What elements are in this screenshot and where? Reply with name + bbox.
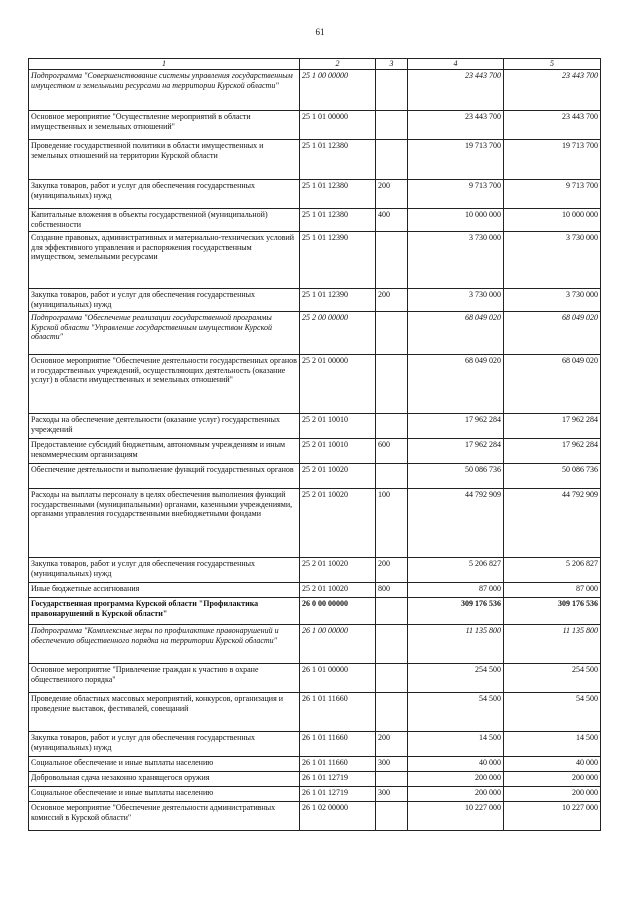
amount-year-1: 3 730 000 [408,232,504,289]
target-code: 26 1 00 00000 [300,625,376,664]
target-code: 25 2 01 10020 [300,489,376,558]
amount-year-1: 10 227 000 [408,802,504,831]
amount-year-2: 3 730 000 [504,289,601,312]
amount-year-1: 5 206 827 [408,558,504,583]
row-name: Закупка товаров, работ и услуг для обеспечения государственных (муниципальных) нужд [29,732,300,757]
expense-type [376,625,408,664]
target-code: 25 2 01 10020 [300,583,376,598]
amount-year-2: 40 000 [504,757,601,772]
row-name: Иные бюджетные ассигнования [29,583,300,598]
budget-table [28,58,601,831]
amount-year-2: 17 962 284 [504,439,601,464]
amount-year-2: 44 792 909 [504,489,601,558]
expense-type [376,802,408,831]
expense-type: 600 [376,439,408,464]
expense-type: 800 [376,583,408,598]
expense-type [376,111,408,140]
amount-year-1: 87 000 [408,583,504,598]
target-code: 25 1 01 12380 [300,180,376,209]
amount-year-1: 17 962 284 [408,414,504,439]
column-number: 5 [504,59,601,70]
amount-year-2: 54 500 [504,693,601,732]
amount-year-2: 87 000 [504,583,601,598]
expense-type: 200 [376,289,408,312]
row-name: Государственная программа Курской области "Профилактика правонарушений в Курской области" [29,598,300,625]
amount-year-1: 44 792 909 [408,489,504,558]
table-row [29,732,601,757]
table-row [29,180,601,209]
expense-type: 300 [376,787,408,802]
target-code: 25 1 01 12390 [300,289,376,312]
amount-year-1: 14 500 [408,732,504,757]
amount-year-2: 68 049 020 [504,312,601,355]
target-code: 26 1 01 00000 [300,664,376,693]
amount-year-2: 200 000 [504,787,601,802]
page-number: 61 [315,27,325,37]
target-code: 25 2 01 10020 [300,558,376,583]
amount-year-2: 9 713 700 [504,180,601,209]
table-row [29,664,601,693]
row-name: Подпрограмма "Комплексные меры по профилактике правонарушений и обеспечению общественного порядка на территории Курской области" [29,625,300,664]
amount-year-1: 254 500 [408,664,504,693]
amount-year-2: 309 176 536 [504,598,601,625]
budget-table-body [29,59,601,831]
table-row [29,111,601,140]
amount-year-1: 50 086 736 [408,464,504,489]
target-code: 26 1 02 00000 [300,802,376,831]
target-code: 25 2 00 00000 [300,312,376,355]
expense-type [376,70,408,111]
expense-type [376,232,408,289]
table-row [29,140,601,180]
expense-type [376,598,408,625]
table-row [29,289,601,312]
expense-type [376,312,408,355]
table-row [29,772,601,787]
amount-year-2: 23 443 700 [504,111,601,140]
amount-year-1: 19 713 700 [408,140,504,180]
target-code: 25 1 01 12380 [300,140,376,180]
amount-year-2: 19 713 700 [504,140,601,180]
target-code: 26 1 01 12719 [300,787,376,802]
row-name: Обеспечение деятельности и выполнение функций государственных органов [29,464,300,489]
amount-year-1: 200 000 [408,787,504,802]
row-name: Основное мероприятие "Привлечение граждан к участию в охране общественного порядка" [29,664,300,693]
amount-year-2: 68 049 020 [504,355,601,414]
row-name: Капитальные вложения в объекты государственной (муниципальной) собственности [29,209,300,232]
program-row [29,598,601,625]
column-number-row [29,59,601,70]
amount-year-1: 309 176 536 [408,598,504,625]
table-row [29,439,601,464]
table-row [29,558,601,583]
target-code: 25 1 01 00000 [300,111,376,140]
target-code: 25 2 01 10020 [300,464,376,489]
expense-type [376,664,408,693]
amount-year-2: 50 086 736 [504,464,601,489]
amount-year-2: 17 962 284 [504,414,601,439]
expense-type: 300 [376,757,408,772]
column-number: 4 [408,59,504,70]
target-code: 25 2 01 00000 [300,355,376,414]
row-name: Основное мероприятие "Осуществление мероприятий в области имущественных и земельных отношений" [29,111,300,140]
row-name: Предоставление субсидий бюджетным, автономным учреждениям и иным некоммерческим организациям [29,439,300,464]
row-name: Подпрограмма "Обеспечение реализации государственной программы Курской области "Управление государственным имуществом Курской области" [29,312,300,355]
expense-type: 200 [376,558,408,583]
table-row [29,693,601,732]
row-name: Проведение областных массовых мероприятий, конкурсов, организация и проведение выставок, фестивалей, совещаний [29,693,300,732]
target-code: 25 2 01 10010 [300,414,376,439]
amount-year-1: 23 443 700 [408,70,504,111]
target-code: 26 1 01 11660 [300,757,376,772]
row-name: Закупка товаров, работ и услуг для обеспечения государственных (муниципальных) нужд [29,180,300,209]
row-name: Создание правовых, административных и материально-технических условий для эффективного управления и распоряжения государственным имуществом, земельными ресурсами [29,232,300,289]
amount-year-1: 3 730 000 [408,289,504,312]
amount-year-1: 68 049 020 [408,355,504,414]
table-row [29,414,601,439]
expense-type [376,693,408,732]
amount-year-2: 3 730 000 [504,232,601,289]
expense-type [376,464,408,489]
target-code: 26 1 01 11660 [300,732,376,757]
amount-year-1: 17 962 284 [408,439,504,464]
amount-year-2: 10 000 000 [504,209,601,232]
amount-year-2: 23 443 700 [504,70,601,111]
subprogram-row [29,70,601,111]
amount-year-2: 10 227 000 [504,802,601,831]
column-number: 1 [29,59,300,70]
table-row [29,355,601,414]
row-name: Социальное обеспечение и иные выплаты населению [29,757,300,772]
target-code: 26 1 01 11660 [300,693,376,732]
amount-year-2: 200 000 [504,772,601,787]
target-code: 26 1 01 12719 [300,772,376,787]
row-name: Закупка товаров, работ и услуг для обеспечения государственных (муниципальных) нужд [29,289,300,312]
amount-year-1: 23 443 700 [408,111,504,140]
row-name: Расходы на выплаты персоналу в целях обеспечения выполнения функций государственными (муниципальными) органами, казенными учреждениями, органами управления государственными внебюджетными фондами [29,489,300,558]
target-code: 25 2 01 10010 [300,439,376,464]
column-number: 3 [376,59,408,70]
expense-type: 400 [376,209,408,232]
table-row [29,209,601,232]
row-name: Проведение государственной политики в области имущественных и земельных отношений на территории Курской области [29,140,300,180]
target-code: 25 1 01 12380 [300,209,376,232]
target-code: 26 0 00 00000 [300,598,376,625]
expense-type: 200 [376,732,408,757]
amount-year-1: 200 000 [408,772,504,787]
table-row [29,464,601,489]
row-name: Закупка товаров, работ и услуг для обеспечения государственных (муниципальных) нужд [29,558,300,583]
expense-type [376,355,408,414]
row-name: Основное мероприятие "Обеспечение деятельности государственных органов и государственных учреждений, осуществляющих деятельность (оказание услуг) в области имущественных и земельных отношений" [29,355,300,414]
table-row [29,232,601,289]
amount-year-1: 54 500 [408,693,504,732]
subprogram-row [29,312,601,355]
row-name: Расходы на обеспечение деятельности (оказание услуг) государственных учреждений [29,414,300,439]
amount-year-2: 11 135 800 [504,625,601,664]
amount-year-2: 14 500 [504,732,601,757]
amount-year-1: 9 713 700 [408,180,504,209]
amount-year-2: 5 206 827 [504,558,601,583]
target-code: 25 1 00 00000 [300,70,376,111]
row-name: Основное мероприятие "Обеспечение деятельности административных комиссий в Курской области" [29,802,300,831]
row-name: Добровольная сдача незаконно хранящегося оружия [29,772,300,787]
subprogram-row [29,625,601,664]
column-number: 2 [300,59,376,70]
expense-type: 200 [376,180,408,209]
amount-year-1: 10 000 000 [408,209,504,232]
expense-type [376,414,408,439]
amount-year-2: 254 500 [504,664,601,693]
amount-year-1: 40 000 [408,757,504,772]
amount-year-1: 11 135 800 [408,625,504,664]
table-row [29,489,601,558]
amount-year-1: 68 049 020 [408,312,504,355]
expense-type [376,772,408,787]
table-row [29,757,601,772]
target-code: 25 1 01 12390 [300,232,376,289]
expense-type: 100 [376,489,408,558]
expense-type [376,140,408,180]
row-name: Социальное обеспечение и иные выплаты населению [29,787,300,802]
table-row [29,583,601,598]
row-name: Подпрограмма "Совершенствование системы управления государственным имуществом и земельными ресурсами на территории Курской области" [29,70,300,111]
table-row [29,802,601,831]
table-row [29,787,601,802]
